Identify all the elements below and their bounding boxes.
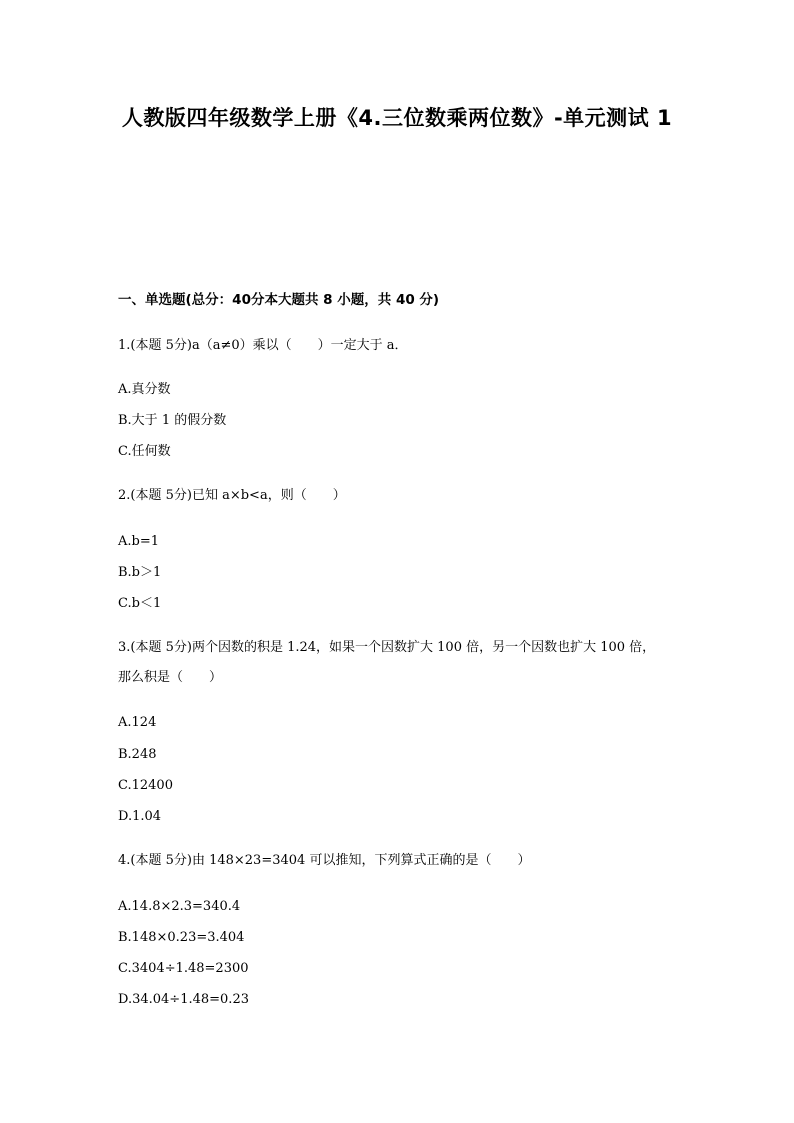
question-4-option-d: D.34.04÷1.48=0.23 xyxy=(118,992,249,1007)
question-3-option-d: D.1.04 xyxy=(118,809,162,824)
question-1-option-b: B.大于 1 的假分数 xyxy=(118,413,227,428)
question-2-stem: 2.(本题 5分)已知 a×b<a，则（ ） xyxy=(118,488,346,503)
document-title: 人教版四年级数学上册《4.三位数乘两位数》-单元测试 1 xyxy=(121,106,673,130)
question-4-option-a: A.14.8×2.3=340.4 xyxy=(118,899,241,914)
question-4-option-c: C.3404÷1.48=2300 xyxy=(118,961,249,976)
question-3-option-a: A.124 xyxy=(118,715,157,730)
question-3-option-c: C.12400 xyxy=(118,778,173,793)
question-1-option-a: A.真分数 xyxy=(118,382,171,397)
question-3-stem-line-2: 那么积是（ ） xyxy=(118,670,223,685)
question-2-option-b: B.b＞1 xyxy=(118,565,162,580)
question-4-stem: 4.(本题 5分)由 148×23=3404 可以推知，下列算式正确的是（ ） xyxy=(118,853,531,868)
question-4-option-b: B.148×0.23=3.404 xyxy=(118,930,245,945)
question-2-option-a: A.b=1 xyxy=(118,534,160,549)
question-3-stem-line-1: 3.(本题 5分)两个因数的积是 1.24，如果一个因数扩大 100 倍，另一个因数也扩大 100 倍， xyxy=(118,640,656,655)
question-1-option-c: C.任何数 xyxy=(118,444,171,459)
question-1-stem: 1.(本题 5分)a（a≠0）乘以（ ）一定大于 a． xyxy=(118,338,408,353)
question-2-option-c: C.b＜1 xyxy=(118,596,162,611)
question-3-option-b: B.248 xyxy=(118,747,157,762)
section-heading: 一、单选题(总分：40分本大题共 8 小题，共 40 分) xyxy=(118,292,440,308)
